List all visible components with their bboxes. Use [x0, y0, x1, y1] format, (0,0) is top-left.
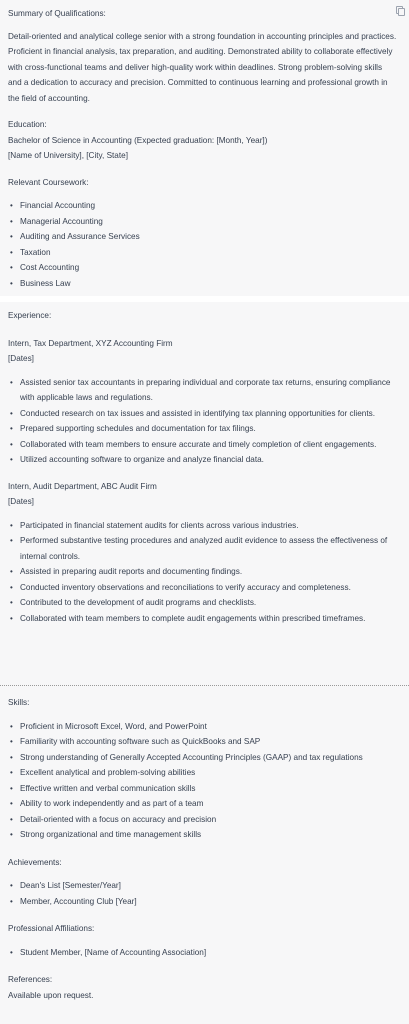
list-item: [8, 812, 397, 828]
list-item: [8, 229, 397, 245]
list-item-text: Financial Accounting: [20, 201, 96, 210]
list-item-text: Collaborated with team members to complete audit engagements within prescribed timeframes.: [20, 613, 366, 623]
bullet-icon: •: [10, 520, 13, 530]
summary-text: Detail-oriented and analytical college senior with a strong foundation in accounting principles and practices. Proficient in financial analysis, tax preparation, and auditing. Demonstrated ability to collaborate effectively with cross-functional teams and deliver high-quality work within deadlines. Strong problem-solving skills and a dedication to accuracy and precision. Committed to continuous learning and professional growth in the field of accounting.: [8, 31, 397, 103]
job-dates: [Dates]: [8, 497, 34, 506]
list-item: [8, 564, 397, 580]
bullet-icon: •: [10, 247, 13, 257]
list-item-text: Conducted research on tax issues and assisted in identifying tax planning opportunities for clients.: [20, 408, 376, 418]
list-item: [8, 719, 397, 735]
bullet-icon: •: [10, 216, 13, 226]
summary-heading: Summary of Qualifications:: [8, 9, 106, 18]
list-item: [8, 198, 397, 214]
bullet-icon: •: [10, 201, 13, 210]
list-item: [8, 533, 397, 564]
list-item: [8, 595, 397, 611]
coursework-list: [8, 198, 397, 291]
bullet-icon: •: [10, 598, 13, 607]
list-item-text: Taxation: [20, 247, 51, 257]
list-item: [8, 734, 397, 750]
bullet-icon: •: [10, 768, 13, 777]
bullet-icon: •: [10, 536, 13, 545]
coursework-heading: Relevant Coursework:: [8, 177, 89, 187]
bullet-icon: •: [10, 947, 13, 957]
bullet-icon: •: [10, 896, 13, 906]
list-item-text: Collaborated with team members to ensure accurate and timely completion of client engagements.: [20, 439, 377, 449]
bullet-icon: •: [10, 783, 13, 793]
list-item-text: Student Member, [Name of Accounting Association]: [20, 947, 207, 957]
job-bullets: [8, 375, 397, 468]
job-bullets: [8, 518, 397, 627]
list-item-text: Contributed to the development of audit programs and checklists.: [20, 598, 257, 607]
achievements-list: [8, 878, 397, 909]
list-item-text: Business Law: [20, 278, 71, 288]
list-item: [8, 894, 397, 910]
copy-icon[interactable]: [396, 6, 403, 14]
bullet-icon: •: [10, 455, 13, 464]
list-item: [8, 375, 397, 406]
bullet-icon: •: [10, 263, 13, 272]
list-item-text: Ability to work independently and as part of a team: [20, 799, 204, 808]
education-degree: Bachelor of Science in Accounting (Expected graduation: [Month, Year]): [8, 135, 268, 145]
list-item-text: Managerial Accounting: [20, 216, 103, 226]
resume-section-3: [0, 689, 409, 1009]
bullet-icon: •: [10, 613, 13, 623]
bullet-icon: •: [10, 737, 13, 746]
list-item-text: Auditing and Assurance Services: [20, 232, 140, 241]
list-item: [8, 452, 397, 468]
list-item-text: Proficient in Microsoft Excel, Word, and PowerPoint: [20, 721, 207, 731]
list-item: [8, 260, 397, 276]
list-item-text: Excellent analytical and problem-solving abilities: [20, 768, 196, 777]
list-item: [8, 611, 397, 627]
bullet-icon: •: [10, 582, 13, 592]
list-item: [8, 796, 397, 812]
list-item: [8, 781, 397, 797]
list-item-text: Effective written and verbal communication skills: [20, 783, 196, 793]
list-item-text: Strong understanding of Generally Accepted Accounting Principles (GAAP) and tax regulations: [20, 752, 363, 762]
bullet-icon: •: [10, 424, 13, 433]
affiliations-list: [8, 945, 397, 961]
list-item-text: Detail-oriented with a focus on accuracy and precision: [20, 814, 217, 824]
bullet-icon: •: [10, 408, 13, 418]
experience-heading: Experience:: [8, 311, 52, 320]
affiliations-heading: Professional Affiliations:: [8, 924, 95, 933]
references-heading: References:: [8, 975, 53, 984]
list-item: [8, 276, 397, 292]
list-item: [8, 580, 397, 596]
list-item-text: Assisted in preparing audit reports and documenting findings.: [20, 567, 243, 576]
list-item-text: Strong organizational and time management skills: [20, 830, 202, 839]
education-heading: Education:: [8, 120, 47, 129]
job-dates: [Dates]: [8, 354, 34, 363]
list-item-text: Cost Accounting: [20, 263, 80, 272]
bullet-icon: •: [10, 278, 13, 288]
list-item-text: Utilized accounting software to organize and analyze financial data.: [20, 455, 264, 464]
list-item: [8, 421, 397, 437]
list-item-text: Performed substantive testing procedures and analyzed audit evidence to assess the effectiveness of internal controls.: [20, 536, 388, 561]
bullet-icon: •: [10, 232, 13, 241]
bullet-icon: •: [10, 799, 13, 808]
list-item: [8, 518, 397, 534]
resume-section-2: [0, 302, 409, 682]
job-title: Intern, Audit Department, ABC Audit Firm: [8, 481, 157, 491]
resume-section-1: [0, 0, 409, 296]
list-item: [8, 765, 397, 781]
bullet-icon: •: [10, 439, 13, 449]
list-item: [8, 214, 397, 230]
bullet-icon: •: [10, 567, 13, 576]
list-item-text: Member, Accounting Club [Year]: [20, 896, 137, 906]
list-item-text: Participated in financial statement audits for clients across various industries.: [20, 520, 299, 530]
education-school: [Name of University], [City, State]: [8, 151, 128, 160]
bullet-icon: •: [10, 814, 13, 824]
skills-heading: Skills:: [8, 698, 30, 707]
list-item: [8, 406, 397, 422]
job-title: Intern, Tax Department, XYZ Accounting Firm: [8, 338, 173, 348]
list-item: [8, 827, 397, 843]
references-text: Available upon request.: [8, 990, 94, 1000]
bullet-icon: •: [10, 752, 13, 762]
list-item-text: Dean's List [Semester/Year]: [20, 881, 121, 890]
list-item-text: Assisted senior tax accountants in preparing individual and corporate tax returns, ensuring compliance with applicable laws and regulations.: [20, 377, 391, 402]
list-item: [8, 245, 397, 261]
list-item: [8, 750, 397, 766]
bullet-icon: •: [10, 881, 13, 890]
list-item: [8, 437, 397, 453]
bullet-icon: •: [10, 830, 13, 839]
list-item-text: Familiarity with accounting software such as QuickBooks and SAP: [20, 737, 261, 746]
bullet-icon: •: [10, 721, 13, 731]
list-item: [8, 878, 397, 894]
skills-list: [8, 719, 397, 843]
bullet-icon: •: [10, 377, 13, 387]
list-item: [8, 945, 397, 961]
list-item-text: Prepared supporting schedules and documentation for tax filings.: [20, 424, 256, 433]
achievements-heading: Achievements:: [8, 857, 62, 867]
section-divider: [0, 685, 409, 686]
list-item-text: Conducted inventory observations and reconciliations to verify accuracy and completeness.: [20, 582, 351, 592]
